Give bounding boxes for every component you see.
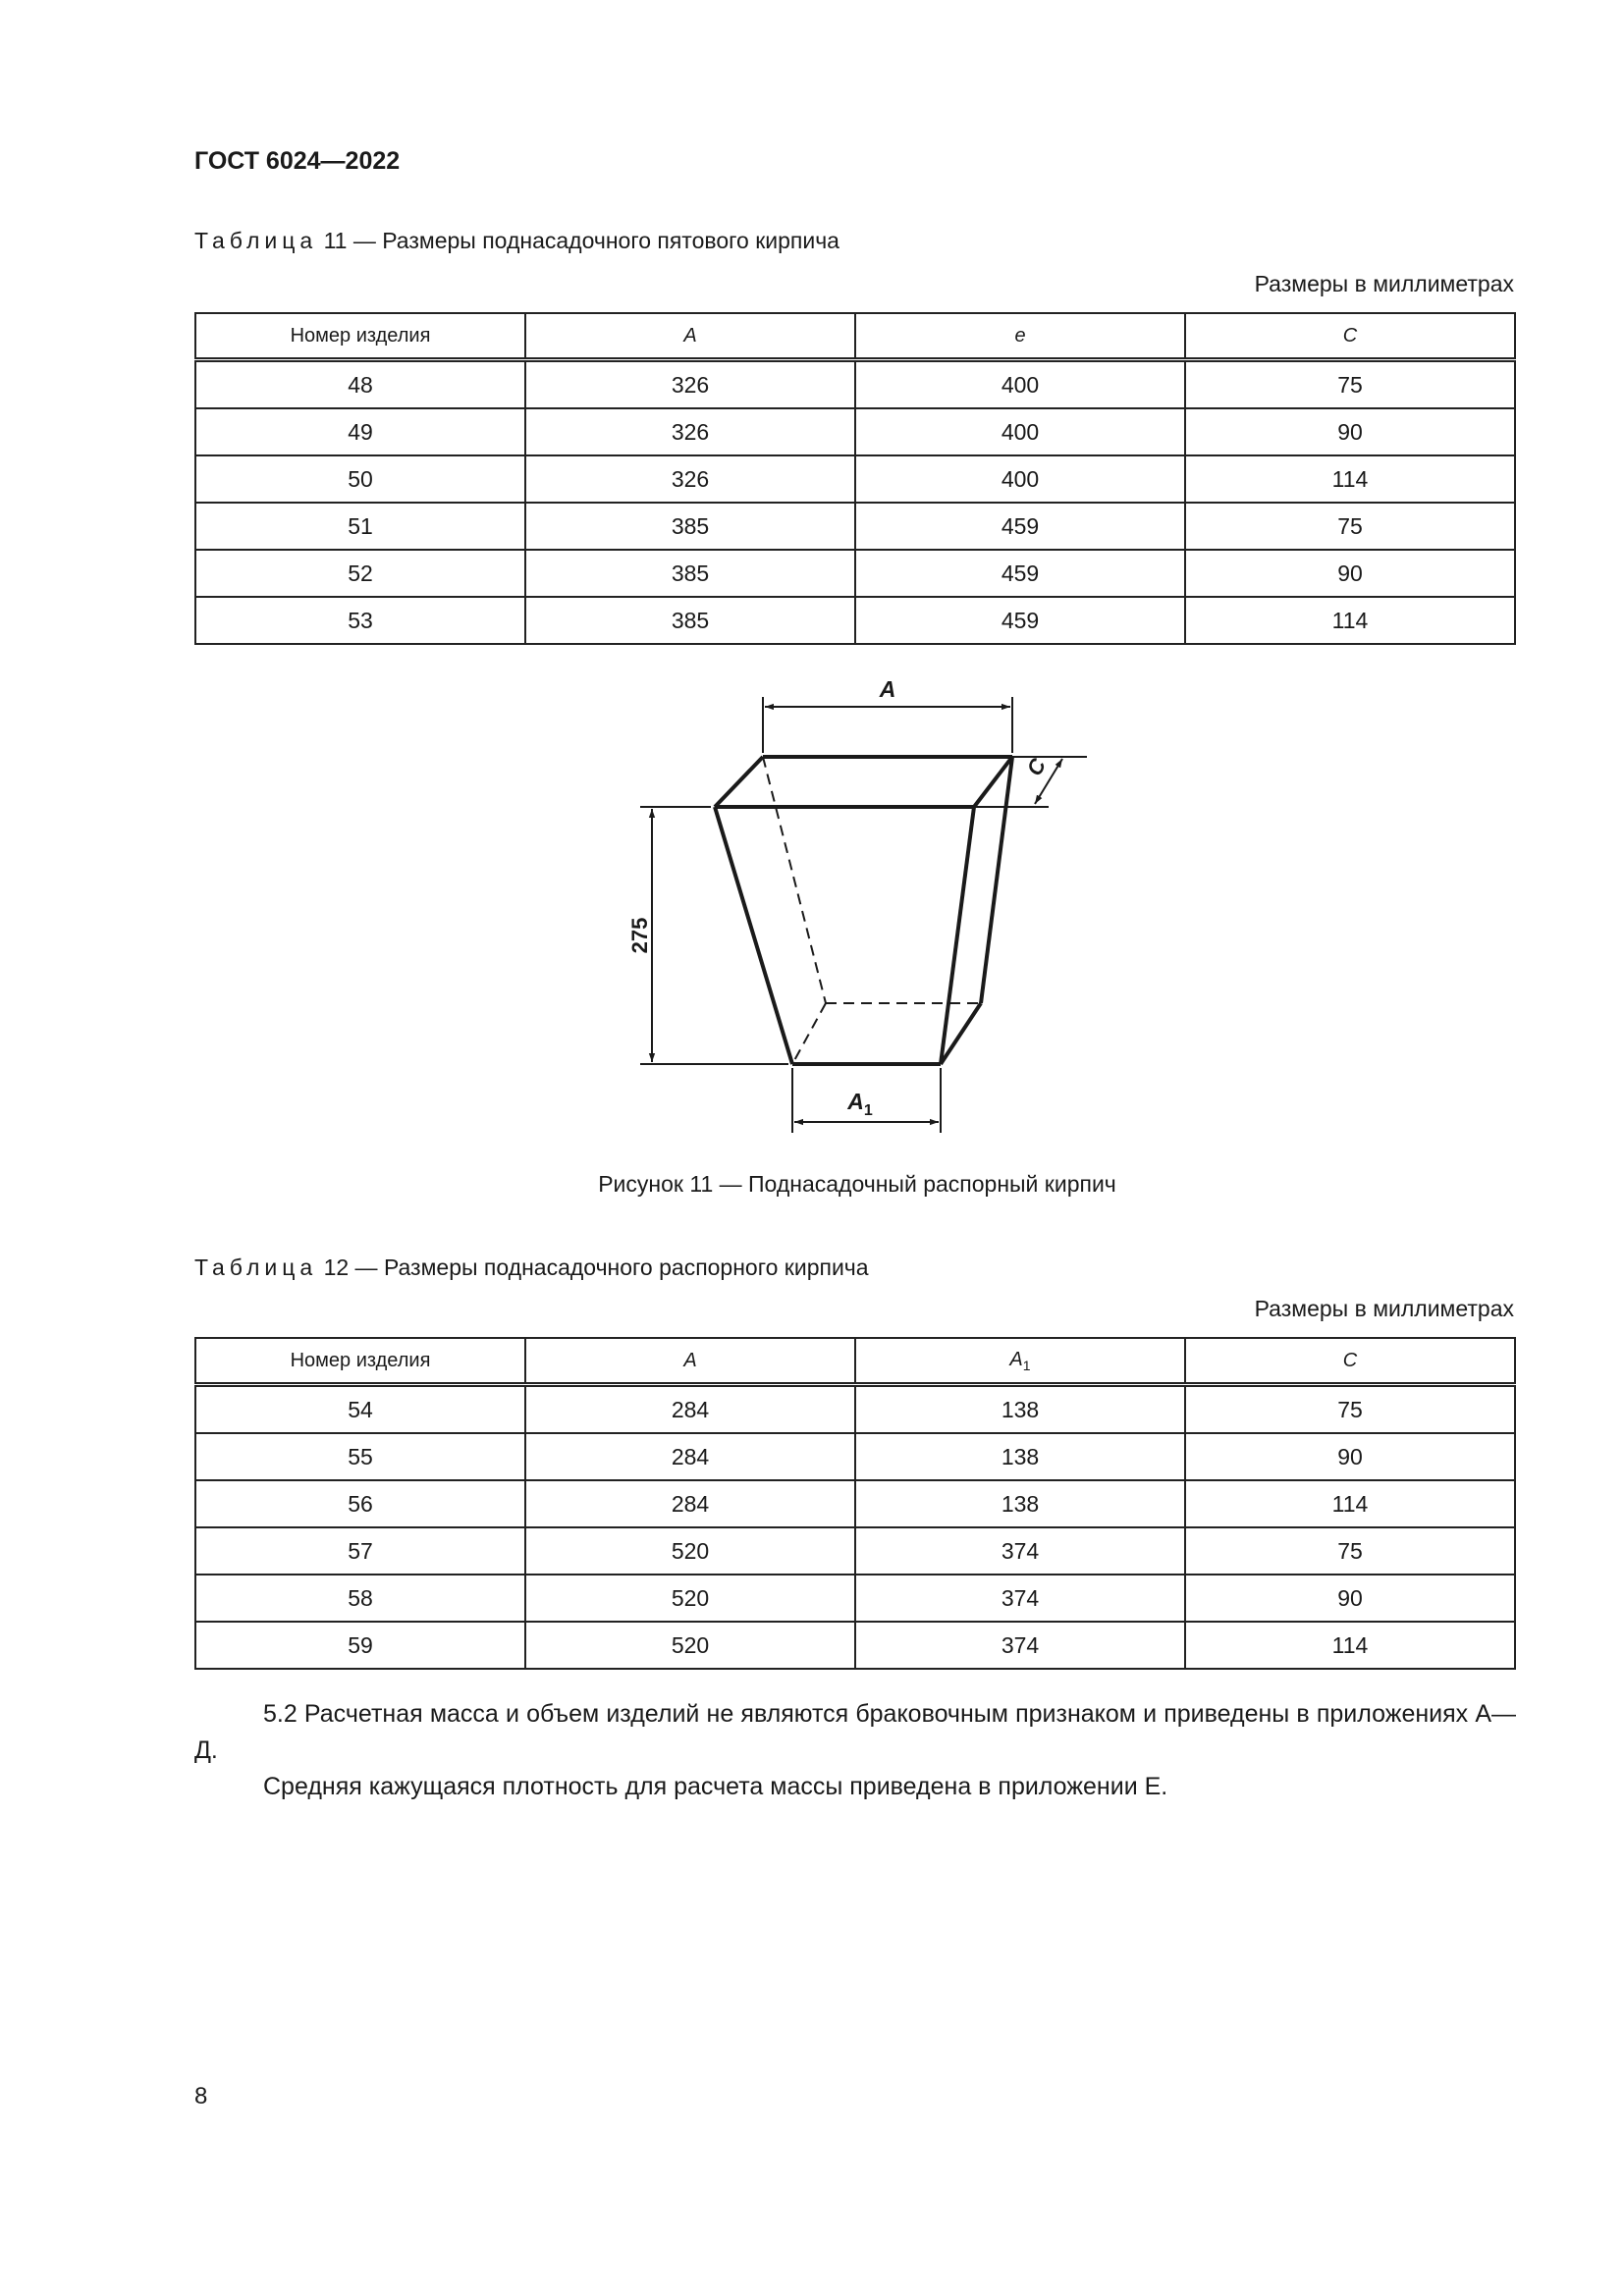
table12-col-c: C [1185, 1338, 1515, 1385]
table-cell: 75 [1185, 1527, 1515, 1575]
table-cell: 48 [195, 360, 525, 409]
table-cell: 57 [195, 1527, 525, 1575]
table-cell: 55 [195, 1433, 525, 1480]
table-cell: 49 [195, 408, 525, 455]
table11-col-a: A [525, 313, 855, 360]
table-row [195, 1622, 1515, 1669]
table11-header-row [195, 313, 1515, 360]
table12-col-a1-sub: 1 [1022, 1357, 1031, 1373]
table11-caption-word: Таблица [194, 228, 318, 253]
paragraph-5-2: 5.2 Расчетная масса и объем изделий не являются браковочным признаком и приведены в приложениях А—Д. [194, 1700, 1516, 1764]
table-cell: 326 [525, 360, 855, 409]
table11 [194, 312, 1516, 645]
table12-units: Размеры в миллиметрах [1254, 1296, 1514, 1321]
table-cell: 90 [1185, 1433, 1515, 1480]
table-cell: 400 [855, 408, 1185, 455]
table11-units: Размеры в миллиметрах [1254, 271, 1514, 296]
table-cell: 52 [195, 550, 525, 597]
table-cell: 56 [195, 1480, 525, 1527]
table-row [195, 1480, 1515, 1527]
table12-col-a1 [855, 1338, 1185, 1385]
table-cell: 138 [855, 1385, 1185, 1434]
table12-col-item-number: Номер изделия [195, 1338, 525, 1385]
table-row [195, 455, 1515, 503]
figure11-caption: Рисунок 11 — Поднасадочный распорный кирпич [598, 1171, 1116, 1197]
table-cell: 459 [855, 597, 1185, 644]
table-cell: 374 [855, 1575, 1185, 1622]
table-cell: 114 [1185, 1480, 1515, 1527]
table-cell: 374 [855, 1527, 1185, 1575]
table-row [195, 408, 1515, 455]
table-cell: 75 [1185, 1385, 1515, 1434]
table-cell: 520 [525, 1575, 855, 1622]
table-cell: 385 [525, 597, 855, 644]
table12-col-a1-main: A [1009, 1348, 1023, 1370]
table-cell: 284 [525, 1480, 855, 1527]
table-cell: 284 [525, 1385, 855, 1434]
table-cell: 385 [525, 503, 855, 550]
table-cell: 75 [1185, 503, 1515, 550]
table-cell: 520 [525, 1527, 855, 1575]
table-cell: 54 [195, 1385, 525, 1434]
table-cell: 284 [525, 1433, 855, 1480]
table-cell: 459 [855, 550, 1185, 597]
table11-caption-text: 11 — Размеры поднасадочного пятового кирпича [317, 228, 839, 253]
document-header: ГОСТ 6024—2022 [194, 147, 401, 175]
table-cell: 90 [1185, 408, 1515, 455]
table-cell: 51 [195, 503, 525, 550]
table-cell: 114 [1185, 1622, 1515, 1669]
dimension-a1 [792, 1068, 941, 1133]
brick-outline [715, 757, 1012, 1064]
dimension-label-a1-sub: 1 [863, 1102, 873, 1119]
dimension-label-a1-main: A [847, 1089, 864, 1114]
table-cell: 138 [855, 1433, 1185, 1480]
table-cell: 326 [525, 455, 855, 503]
table-row [195, 1527, 1515, 1575]
table-row [195, 1575, 1515, 1622]
table11-col-c: C [1185, 313, 1515, 360]
table-cell: 400 [855, 360, 1185, 409]
paragraph-density: Средняя кажущаяся плотность для расчета массы приведена в приложении Е. [263, 1773, 1168, 1800]
dimension-a [763, 697, 1012, 753]
table-cell: 58 [195, 1575, 525, 1622]
table-row [195, 503, 1515, 550]
table12-caption-word: Таблица [194, 1255, 318, 1280]
dimension-label-a1 [846, 1089, 873, 1119]
table-cell: 90 [1185, 550, 1515, 597]
table-row [195, 1433, 1515, 1480]
table-cell: 326 [525, 408, 855, 455]
body-text [194, 1696, 1516, 1805]
table-cell: 114 [1185, 597, 1515, 644]
table12-col-a: A [525, 1338, 855, 1385]
table-cell: 385 [525, 550, 855, 597]
table12 [194, 1337, 1516, 1670]
table-cell: 75 [1185, 360, 1515, 409]
table11-col-item-number: Номер изделия [195, 313, 525, 360]
page-number: 8 [194, 2083, 208, 2109]
table-row [195, 550, 1515, 597]
table-cell: 90 [1185, 1575, 1515, 1622]
table-row [195, 1385, 1515, 1434]
table-cell: 59 [195, 1622, 525, 1669]
figure11-brick-drawing [589, 667, 1119, 1158]
table-row [195, 360, 1515, 409]
table12-caption-text: 12 — Размеры поднасадочного распорного кирпича [317, 1255, 869, 1280]
table12-caption [194, 1255, 869, 1281]
table-cell: 374 [855, 1622, 1185, 1669]
table11-caption [194, 228, 839, 254]
dimension-label-c: C [1021, 754, 1052, 780]
table-cell: 520 [525, 1622, 855, 1669]
table-cell: 138 [855, 1480, 1185, 1527]
table-cell: 50 [195, 455, 525, 503]
table-cell: 459 [855, 503, 1185, 550]
table-row [195, 597, 1515, 644]
table-cell: 53 [195, 597, 525, 644]
dimension-label-a: A [879, 676, 896, 702]
table11-col-e: e [855, 313, 1185, 360]
dimension-label-height: 275 [627, 917, 652, 954]
dimension-height [640, 807, 788, 1064]
table-cell: 400 [855, 455, 1185, 503]
table12-header-row [195, 1338, 1515, 1385]
table-cell: 114 [1185, 455, 1515, 503]
